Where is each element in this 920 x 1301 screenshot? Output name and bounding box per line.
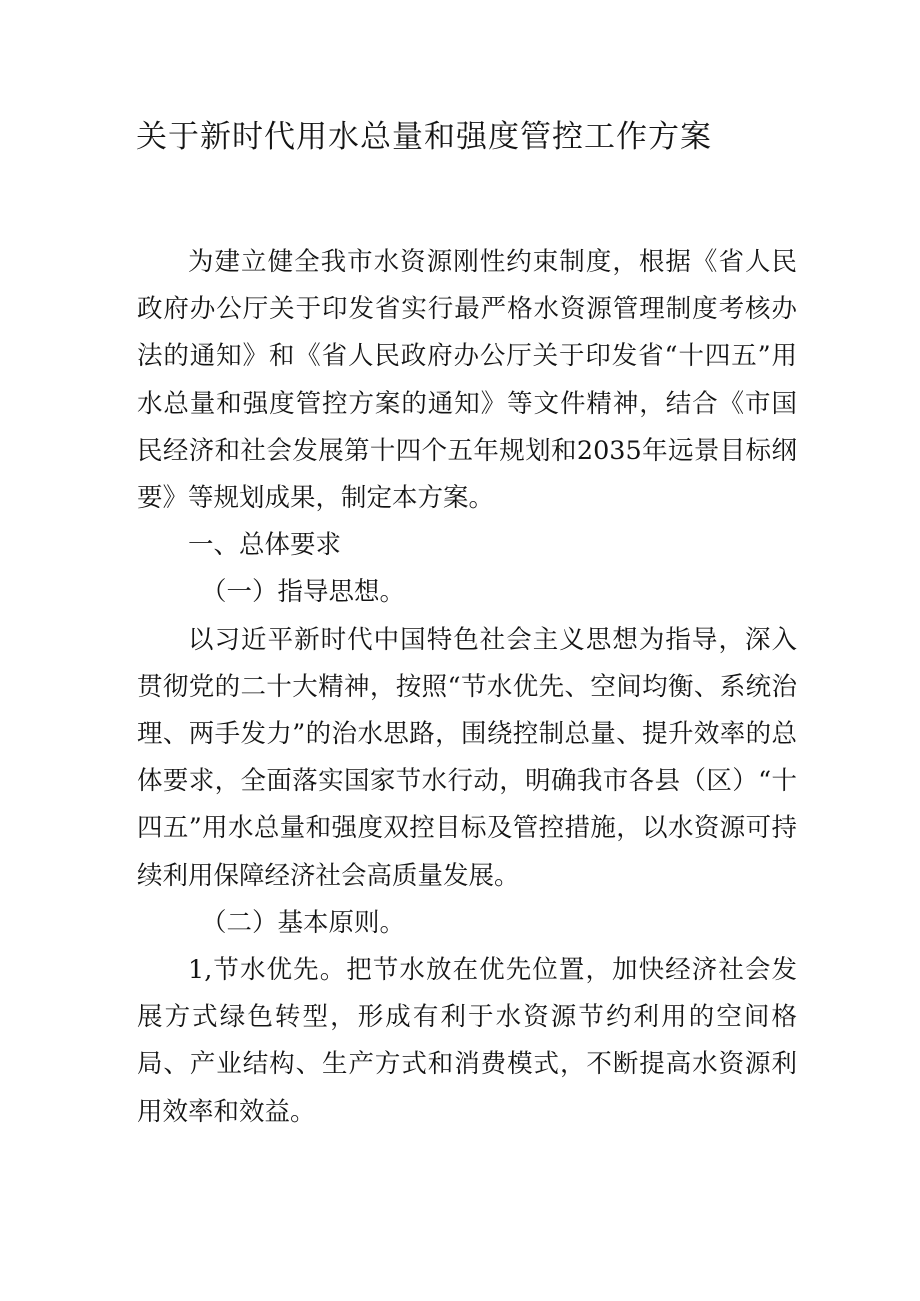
document-title: 关于新时代用水总量和强度管控工作方案 bbox=[136, 119, 712, 155]
subsection-heading-guiding-ideology: （一）指导思想。 bbox=[201, 577, 406, 608]
principle-water-saving-paragraph: 1,节水优先。把节水放在优先位置，加快经济社会发展方式绿色转型，形成有利于水资源节约利用的空间格局、产业结构、生产方式和消费模式，不断提高水资源利用效率和效益。 bbox=[137, 955, 797, 1127]
subsection-heading-basic-principles: （二）基本原则。 bbox=[201, 907, 406, 938]
intro-paragraph: 为建立健全我市水资源刚性约束制度，根据《省人民政府办公厅关于印发省实行最严格水资源管理制度考核办法的通知》和《省人民政府办公厅关于印发省“十四五”用水总量和强度管控方案的通知》等文件精神，结合《市国民经济和社会发展第十四个五年规划和2035年远景目标纲要》等规划成果，制定本方案。 bbox=[137, 247, 797, 514]
section-heading-general-requirements: 一、总体要求 bbox=[188, 530, 342, 561]
guiding-ideology-paragraph: 以习近平新时代中国特色社会主义思想为指导，深入贯彻党的二十大精神，按照“节水优先、空间均衡、系统治理、两手发力”的治水思路，围绕控制总量、提升效率的总体要求，全面落实国家节水行动，明确我市各县（区）“十四五”用水总量和强度双控目标及管控措施，以水资源可持续利用保障经济社会高质量发展。 bbox=[137, 624, 797, 891]
document-body bbox=[137, 239, 797, 1136]
